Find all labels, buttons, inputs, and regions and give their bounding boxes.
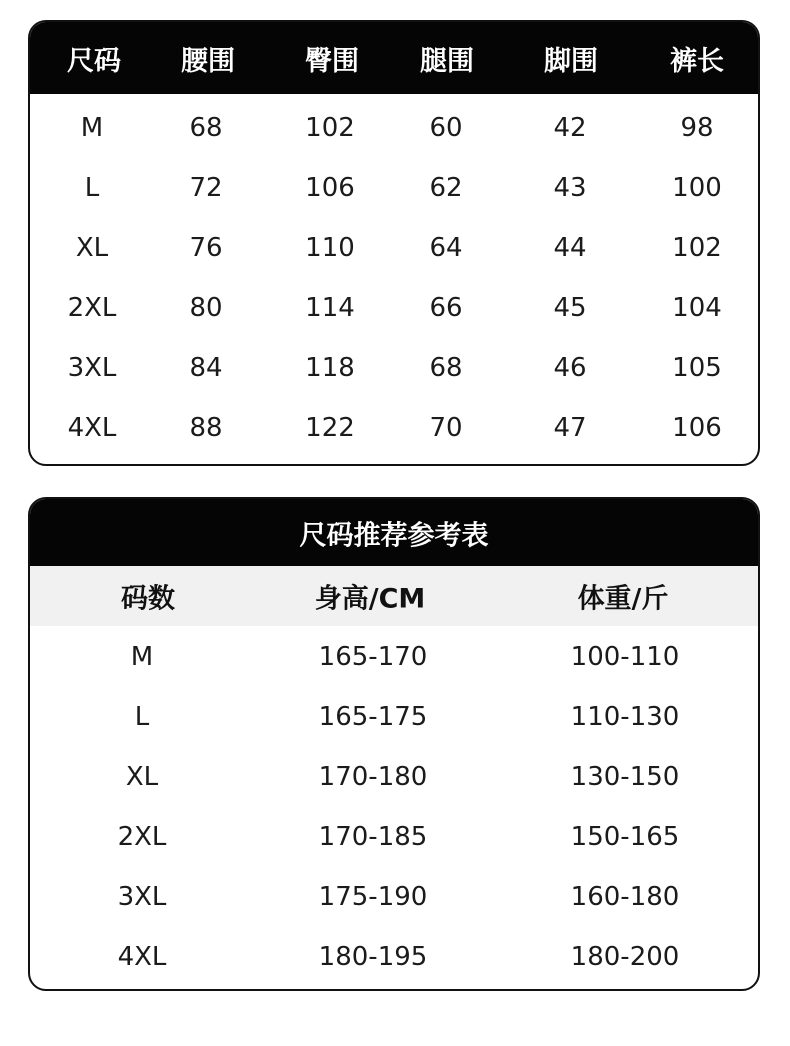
cell-thigh: 60 bbox=[429, 113, 463, 143]
table-row bbox=[30, 807, 758, 867]
cell-size: M bbox=[80, 113, 104, 143]
cell-size-code: 4XL bbox=[117, 942, 167, 972]
cell-hem: 46 bbox=[553, 353, 587, 383]
cell-weight: 150-165 bbox=[570, 822, 680, 852]
cell-waist: 68 bbox=[189, 113, 223, 143]
header-hem: 脚围 bbox=[544, 45, 598, 77]
cell-thigh: 70 bbox=[429, 413, 463, 443]
header-height: 身高/CM bbox=[314, 583, 426, 615]
cell-size-code: XL bbox=[125, 762, 159, 792]
cell-thigh: 68 bbox=[429, 353, 463, 383]
cell-size: 2XL bbox=[67, 293, 117, 323]
cell-size: XL bbox=[75, 233, 109, 263]
table-row bbox=[30, 398, 758, 458]
header-waist: 腰围 bbox=[181, 45, 235, 77]
cell-height: 180-195 bbox=[318, 942, 428, 972]
header-weight: 体重/斤 bbox=[577, 583, 669, 615]
size-table-header bbox=[30, 22, 758, 94]
cell-height: 170-185 bbox=[318, 822, 428, 852]
table-row bbox=[30, 98, 758, 158]
cell-height: 175-190 bbox=[318, 882, 428, 912]
cell-hem: 43 bbox=[553, 173, 587, 203]
header-size-code: 码数 bbox=[121, 583, 175, 615]
cell-hip: 110 bbox=[305, 233, 355, 263]
cell-weight: 130-150 bbox=[570, 762, 680, 792]
header-size: 尺码 bbox=[67, 45, 121, 77]
cell-weight: 180-200 bbox=[570, 942, 680, 972]
cell-hip: 122 bbox=[305, 413, 355, 443]
table-row bbox=[30, 927, 758, 987]
cell-height: 165-175 bbox=[318, 702, 428, 732]
cell-size-code: M bbox=[130, 642, 154, 672]
cell-weight: 100-110 bbox=[570, 642, 680, 672]
cell-height: 170-180 bbox=[318, 762, 428, 792]
cell-size-code: 3XL bbox=[117, 882, 167, 912]
cell-length: 102 bbox=[672, 233, 722, 263]
cell-waist: 72 bbox=[189, 173, 223, 203]
recommend-table-body bbox=[30, 626, 758, 987]
cell-height: 165-170 bbox=[318, 642, 428, 672]
cell-weight: 110-130 bbox=[570, 702, 680, 732]
cell-hip: 114 bbox=[305, 293, 355, 323]
cell-length: 106 bbox=[672, 413, 722, 443]
header-thigh: 腿围 bbox=[420, 45, 474, 77]
cell-weight: 160-180 bbox=[570, 882, 680, 912]
size-table-card bbox=[28, 20, 760, 466]
recommend-table-title-bar bbox=[30, 499, 758, 566]
cell-hem: 45 bbox=[553, 293, 587, 323]
cell-waist: 76 bbox=[189, 233, 223, 263]
cell-length: 104 bbox=[672, 293, 722, 323]
cell-length: 105 bbox=[672, 353, 722, 383]
cell-waist: 80 bbox=[189, 293, 223, 323]
table-row bbox=[30, 747, 758, 807]
cell-size: L bbox=[84, 173, 100, 203]
cell-thigh: 64 bbox=[429, 233, 463, 263]
cell-waist: 88 bbox=[189, 413, 223, 443]
table-row bbox=[30, 158, 758, 218]
table-row bbox=[30, 627, 758, 687]
table-row bbox=[30, 687, 758, 747]
table-row bbox=[30, 218, 758, 278]
recommend-table-header bbox=[30, 566, 758, 626]
cell-hem: 47 bbox=[553, 413, 587, 443]
table-row bbox=[30, 278, 758, 338]
cell-thigh: 62 bbox=[429, 173, 463, 203]
cell-thigh: 66 bbox=[429, 293, 463, 323]
cell-hip: 102 bbox=[305, 113, 355, 143]
cell-hem: 44 bbox=[553, 233, 587, 263]
cell-hip: 118 bbox=[305, 353, 355, 383]
cell-hem: 42 bbox=[553, 113, 587, 143]
recommend-table-card bbox=[28, 497, 760, 991]
header-hip: 臀围 bbox=[305, 45, 359, 77]
table-row bbox=[30, 338, 758, 398]
cell-hip: 106 bbox=[305, 173, 355, 203]
cell-length: 100 bbox=[672, 173, 722, 203]
cell-size: 4XL bbox=[67, 413, 117, 443]
cell-length: 98 bbox=[680, 113, 714, 143]
cell-waist: 84 bbox=[189, 353, 223, 383]
size-table-body bbox=[30, 94, 758, 458]
table-row bbox=[30, 867, 758, 927]
cell-size-code: 2XL bbox=[117, 822, 167, 852]
cell-size-code: L bbox=[134, 702, 150, 732]
header-length: 裤长 bbox=[670, 45, 724, 77]
recommend-table-title: 尺码推荐参考表 bbox=[299, 520, 489, 551]
cell-size: 3XL bbox=[67, 353, 117, 383]
